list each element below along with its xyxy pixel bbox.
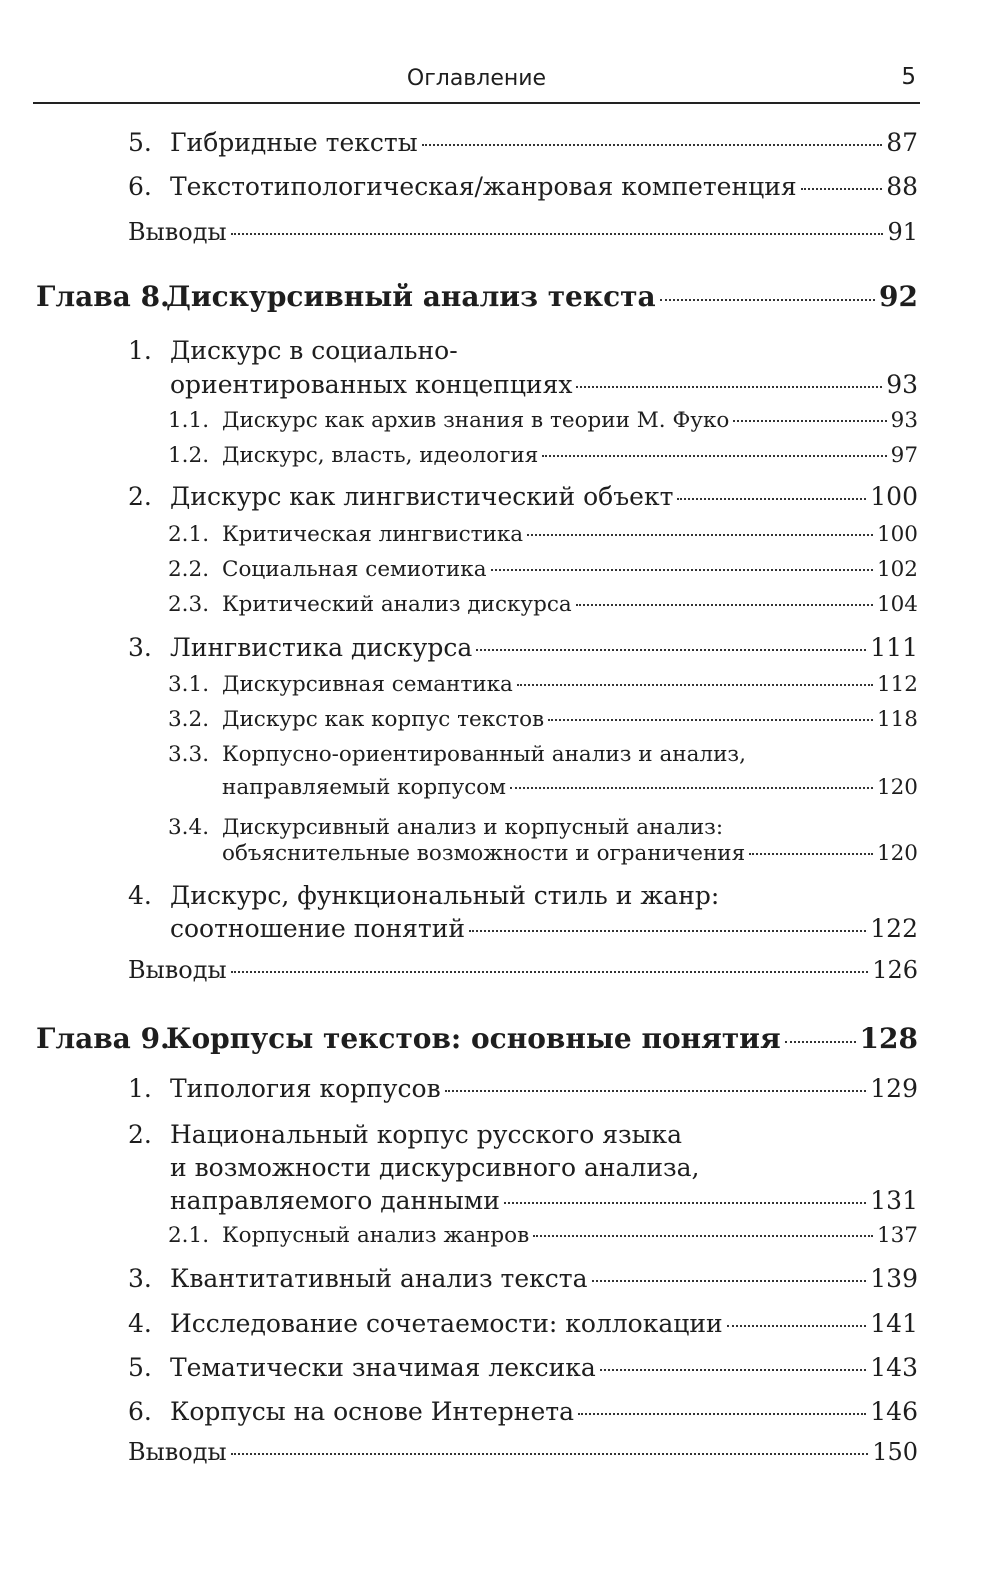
toc-entry-leader-line [170, 1353, 918, 1382]
toc-entry-page: 91 [887, 218, 918, 246]
toc-entry-page: 100 [870, 482, 918, 511]
toc-entry-title-line: Национальный корпус русского языка [170, 1120, 683, 1149]
toc-entry-title: Дискурс как лингвистический объект [170, 482, 674, 511]
toc-entry-title: Дискурс, власть, идеология [222, 443, 539, 468]
toc-entry-page: 87 [886, 128, 918, 157]
toc-entry-title: Типология корпусов [170, 1074, 441, 1103]
toc-entry-number: 2.2. [168, 557, 210, 582]
toc-entry-leader-line [222, 557, 918, 582]
toc-entry-page: 112 [876, 672, 918, 697]
toc-entry-number: 6. [128, 1397, 152, 1426]
toc-entry-page: 146 [870, 1397, 918, 1426]
toc-entry-number: 3.3. [168, 742, 210, 767]
toc-entry-title: Выводы [128, 1438, 227, 1466]
toc-entry-leader-line [170, 1186, 918, 1215]
toc-entry-title: Дискурс как архив знания в теории М. Фуко [222, 408, 730, 433]
toc-entry-title: Корпусы на основе Интернета [170, 1397, 575, 1426]
toc-entry-page: 126 [872, 956, 918, 984]
toc-entry-title: соотношение понятий [170, 914, 466, 943]
toc-entry-leader-line [222, 443, 918, 468]
toc-entry-title: Гибридные тексты [170, 128, 418, 157]
toc-entry-leader-line [166, 280, 918, 313]
toc-entry-page: 129 [870, 1074, 918, 1103]
toc-entry-number: 4. [128, 1309, 152, 1338]
toc-entry-title-line: Дискурс, функциональный стиль и жанр: [170, 881, 720, 910]
toc-entry-title: Критическая лингвистика [222, 522, 524, 547]
toc-entry-number: 3. [128, 633, 152, 662]
dot-leader [576, 604, 873, 606]
dot-leader [445, 1090, 867, 1092]
toc-entry-leader-line [170, 482, 918, 511]
toc-entry-number: 2. [128, 482, 152, 511]
toc-entry-leader-line [170, 1397, 918, 1426]
toc-entry-title: Критический анализ дискурса [222, 592, 572, 617]
toc-entry-title: направляемого данными [170, 1186, 500, 1215]
dot-leader [592, 1280, 867, 1282]
toc-entry-title: Выводы [128, 218, 227, 246]
toc-entry-number: 5. [128, 1353, 152, 1382]
toc-entry-number: 5. [128, 128, 152, 157]
toc-entry-title: Лингвистика дискурса [170, 633, 473, 662]
toc-entry-leader-line [170, 1309, 918, 1338]
toc-entry-title: Текстотипологическая/жанровая компетенция [170, 172, 797, 201]
toc-entry-leader-line [222, 841, 918, 866]
dot-leader [801, 188, 883, 190]
toc-entry-number: 1.1. [168, 408, 210, 433]
toc-entry-page: 102 [876, 557, 918, 582]
running-title: Оглавление [406, 66, 547, 91]
toc-entry-page: 131 [870, 1186, 918, 1215]
dot-leader [578, 1413, 866, 1415]
toc-entry-number: 6. [128, 172, 152, 201]
dot-leader [548, 719, 873, 721]
toc-entry-number: 4. [128, 881, 152, 910]
toc-entry-page: 88 [886, 172, 918, 201]
toc-entry-title: Исследование сочетаемости: коллокации [170, 1309, 723, 1338]
dot-leader [527, 534, 873, 536]
toc-entry-title: Дискурсивный анализ текста [166, 280, 656, 313]
dot-leader [469, 930, 866, 932]
toc-entry-number: Глава 9. [36, 1022, 170, 1055]
toc-entry-title: Корпусный анализ жанров [222, 1223, 530, 1248]
toc-entry-title-line: и возможности дискурсивного анализа, [170, 1153, 700, 1182]
toc-entry-page: 139 [870, 1264, 918, 1293]
toc-entry-page: 143 [870, 1353, 918, 1382]
dot-leader [533, 1235, 873, 1237]
toc-entry-title: Корпусы текстов: основные понятия [166, 1022, 781, 1055]
toc-entry-leader-line [222, 408, 918, 433]
dot-leader [504, 1202, 866, 1204]
dot-leader [600, 1369, 866, 1371]
toc-entry-leader-line [170, 370, 918, 399]
dot-leader [785, 1041, 856, 1043]
toc-entry-title: Дискурс как корпус текстов [222, 707, 545, 732]
toc-entry-page: 122 [870, 914, 918, 943]
toc-entry-number: 1. [128, 336, 152, 365]
toc-entry-title: направляемый корпусом [222, 775, 506, 800]
toc-entry-page: 141 [870, 1309, 918, 1338]
toc-entry-title-line: Дискурс в социально- [170, 336, 458, 365]
dot-leader [510, 787, 873, 789]
toc-entry-leader-line [222, 672, 918, 697]
toc-entry-page: 111 [870, 633, 918, 662]
page-number: 5 [901, 64, 916, 90]
toc-entry-page: 150 [872, 1438, 918, 1466]
toc-entry-number: 3.2. [168, 707, 210, 732]
toc-entry-leader-line [170, 1264, 918, 1293]
dot-leader [476, 649, 866, 651]
toc-entry-number: Глава 8. [36, 280, 170, 313]
toc-entry-number: 3.1. [168, 672, 210, 697]
toc-entry-page: 92 [879, 280, 918, 313]
toc-entry-number: 3. [128, 1264, 152, 1293]
dot-leader [733, 420, 886, 422]
dot-leader [231, 971, 869, 973]
toc-entry-page: 120 [876, 775, 918, 800]
toc-entry-number: 2. [128, 1120, 152, 1149]
dot-leader [231, 1453, 869, 1455]
toc-entry-leader-line [170, 633, 918, 662]
running-header [33, 64, 920, 104]
dot-leader [677, 498, 866, 500]
dot-leader [576, 386, 882, 388]
toc-entry-leader-line [128, 956, 918, 984]
toc-entry-number: 2.1. [168, 522, 210, 547]
toc-entry-number: 2.1. [168, 1223, 210, 1248]
toc-entry-leader-line [128, 1438, 918, 1466]
dot-leader [517, 684, 873, 686]
toc-entry-title: объяснительные возможности и ограничения [222, 841, 746, 866]
dot-leader [231, 233, 884, 235]
toc-entry-title: Выводы [128, 956, 227, 984]
toc-entry-leader-line [170, 1074, 918, 1103]
toc-entry-leader-line [222, 1223, 918, 1248]
toc-entry-leader-line [222, 775, 918, 800]
toc-entry-number: 2.3. [168, 592, 210, 617]
toc-entry-page: 93 [890, 408, 918, 433]
toc-entry-leader-line [166, 1022, 918, 1055]
dot-leader [422, 144, 883, 146]
toc-entry-leader-line [222, 707, 918, 732]
toc-entry-title: ориентированных концепциях [170, 370, 573, 399]
toc-entry-leader-line [222, 592, 918, 617]
toc-entry-title: Социальная семиотика [222, 557, 487, 582]
toc-entry-page: 118 [876, 707, 918, 732]
toc-entry-number: 1. [128, 1074, 152, 1103]
toc-entry-page: 120 [876, 841, 918, 866]
toc-entry-leader-line [170, 128, 918, 157]
toc-entry-page: 137 [876, 1223, 918, 1248]
dot-leader [491, 569, 873, 571]
toc-entry-title-line: Дискурсивный анализ и корпусный анализ: [222, 815, 724, 840]
toc-entry-page: 100 [876, 522, 918, 547]
toc-entry-title: Тематически значимая лексика [170, 1353, 596, 1382]
toc-entry-title: Квантитативный анализ текста [170, 1264, 588, 1293]
toc-entry-title-line: Корпусно-ориентированный анализ и анализ, [222, 742, 746, 767]
dot-leader [727, 1325, 867, 1327]
dot-leader [749, 853, 873, 855]
toc-entry-number: 1.2. [168, 443, 210, 468]
toc-entry-page: 97 [890, 443, 918, 468]
toc-entry-leader-line [222, 522, 918, 547]
toc-entry-number: 3.4. [168, 815, 210, 840]
dot-leader [660, 299, 875, 301]
toc-entry-page: 128 [859, 1022, 918, 1055]
dot-leader [542, 455, 886, 457]
toc-entry-leader-line [170, 914, 918, 943]
toc-entry-leader-line [170, 172, 918, 201]
toc-entry-page: 104 [876, 592, 918, 617]
toc-entry-page: 93 [886, 370, 918, 399]
toc-entry-title: Дискурсивная семантика [222, 672, 513, 697]
toc-entry-leader-line [128, 218, 918, 246]
